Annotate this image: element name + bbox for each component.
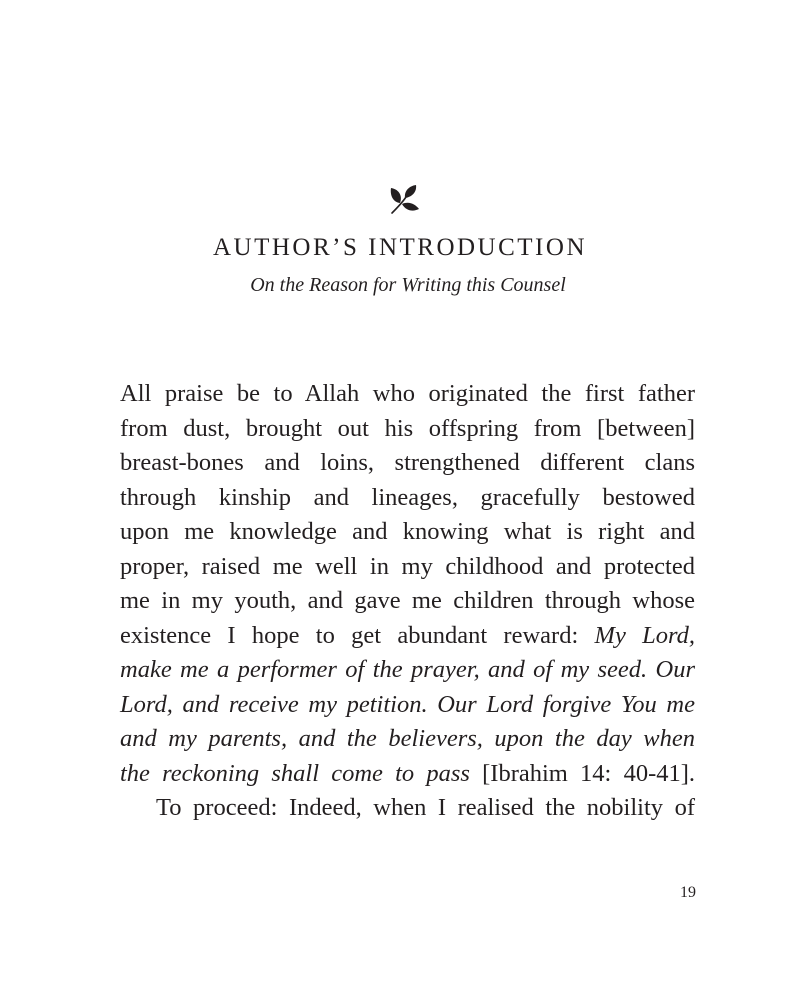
body-text (120, 377, 695, 826)
text-run: All praise be to Allah who originated the first father (120, 380, 695, 407)
italic-text: Lord, and receive my petition. Our Lord forgive You me (120, 690, 695, 718)
text-run: [Ibrahim 14: 40-41]. (469, 759, 696, 787)
text-line (120, 791, 695, 826)
text-line (120, 584, 695, 619)
text-line (120, 550, 695, 585)
page-number: 19 (680, 884, 696, 901)
chapter-subtitle: On the Reason for Writing this Counsel (250, 274, 566, 296)
text-line (120, 481, 695, 516)
text-run: breast-bones and loins, strengthened different clans (120, 449, 695, 476)
text-line (120, 412, 695, 447)
text-line (120, 757, 695, 792)
text-line (120, 515, 695, 550)
text-run: through kinship and lineages, gracefully bestowed (120, 483, 695, 511)
italic-text: make me a performer of the prayer, and of my seed. Our (120, 656, 695, 683)
text-run: To proceed: Indeed, when I realised the nobility of (156, 794, 695, 821)
italic-text: and my parents, and the believers, upon the day when (120, 725, 695, 752)
chapter-title: AUTHOR’S INTRODUCTION (212, 234, 587, 261)
text-line (120, 446, 695, 481)
text-run: proper, raised me well in my childhood and protected (120, 552, 695, 580)
text-line (120, 688, 695, 723)
text-run: existence I hope to get abundant reward: (120, 621, 595, 649)
italic-text: the reckoning shall come to pass (120, 759, 470, 787)
text-line (120, 722, 695, 757)
text-run: me in my youth, and gave me children through whose (120, 587, 695, 614)
leaf-sprig-icon (388, 183, 422, 217)
italic-text: My Lord, (594, 621, 695, 649)
text-line (120, 653, 695, 688)
text-run: upon me knowledge and knowing what is right and (120, 518, 695, 545)
text-line (120, 619, 695, 654)
text-run: from dust, brought out his offspring from [between] (120, 414, 695, 442)
text-line (120, 377, 695, 412)
